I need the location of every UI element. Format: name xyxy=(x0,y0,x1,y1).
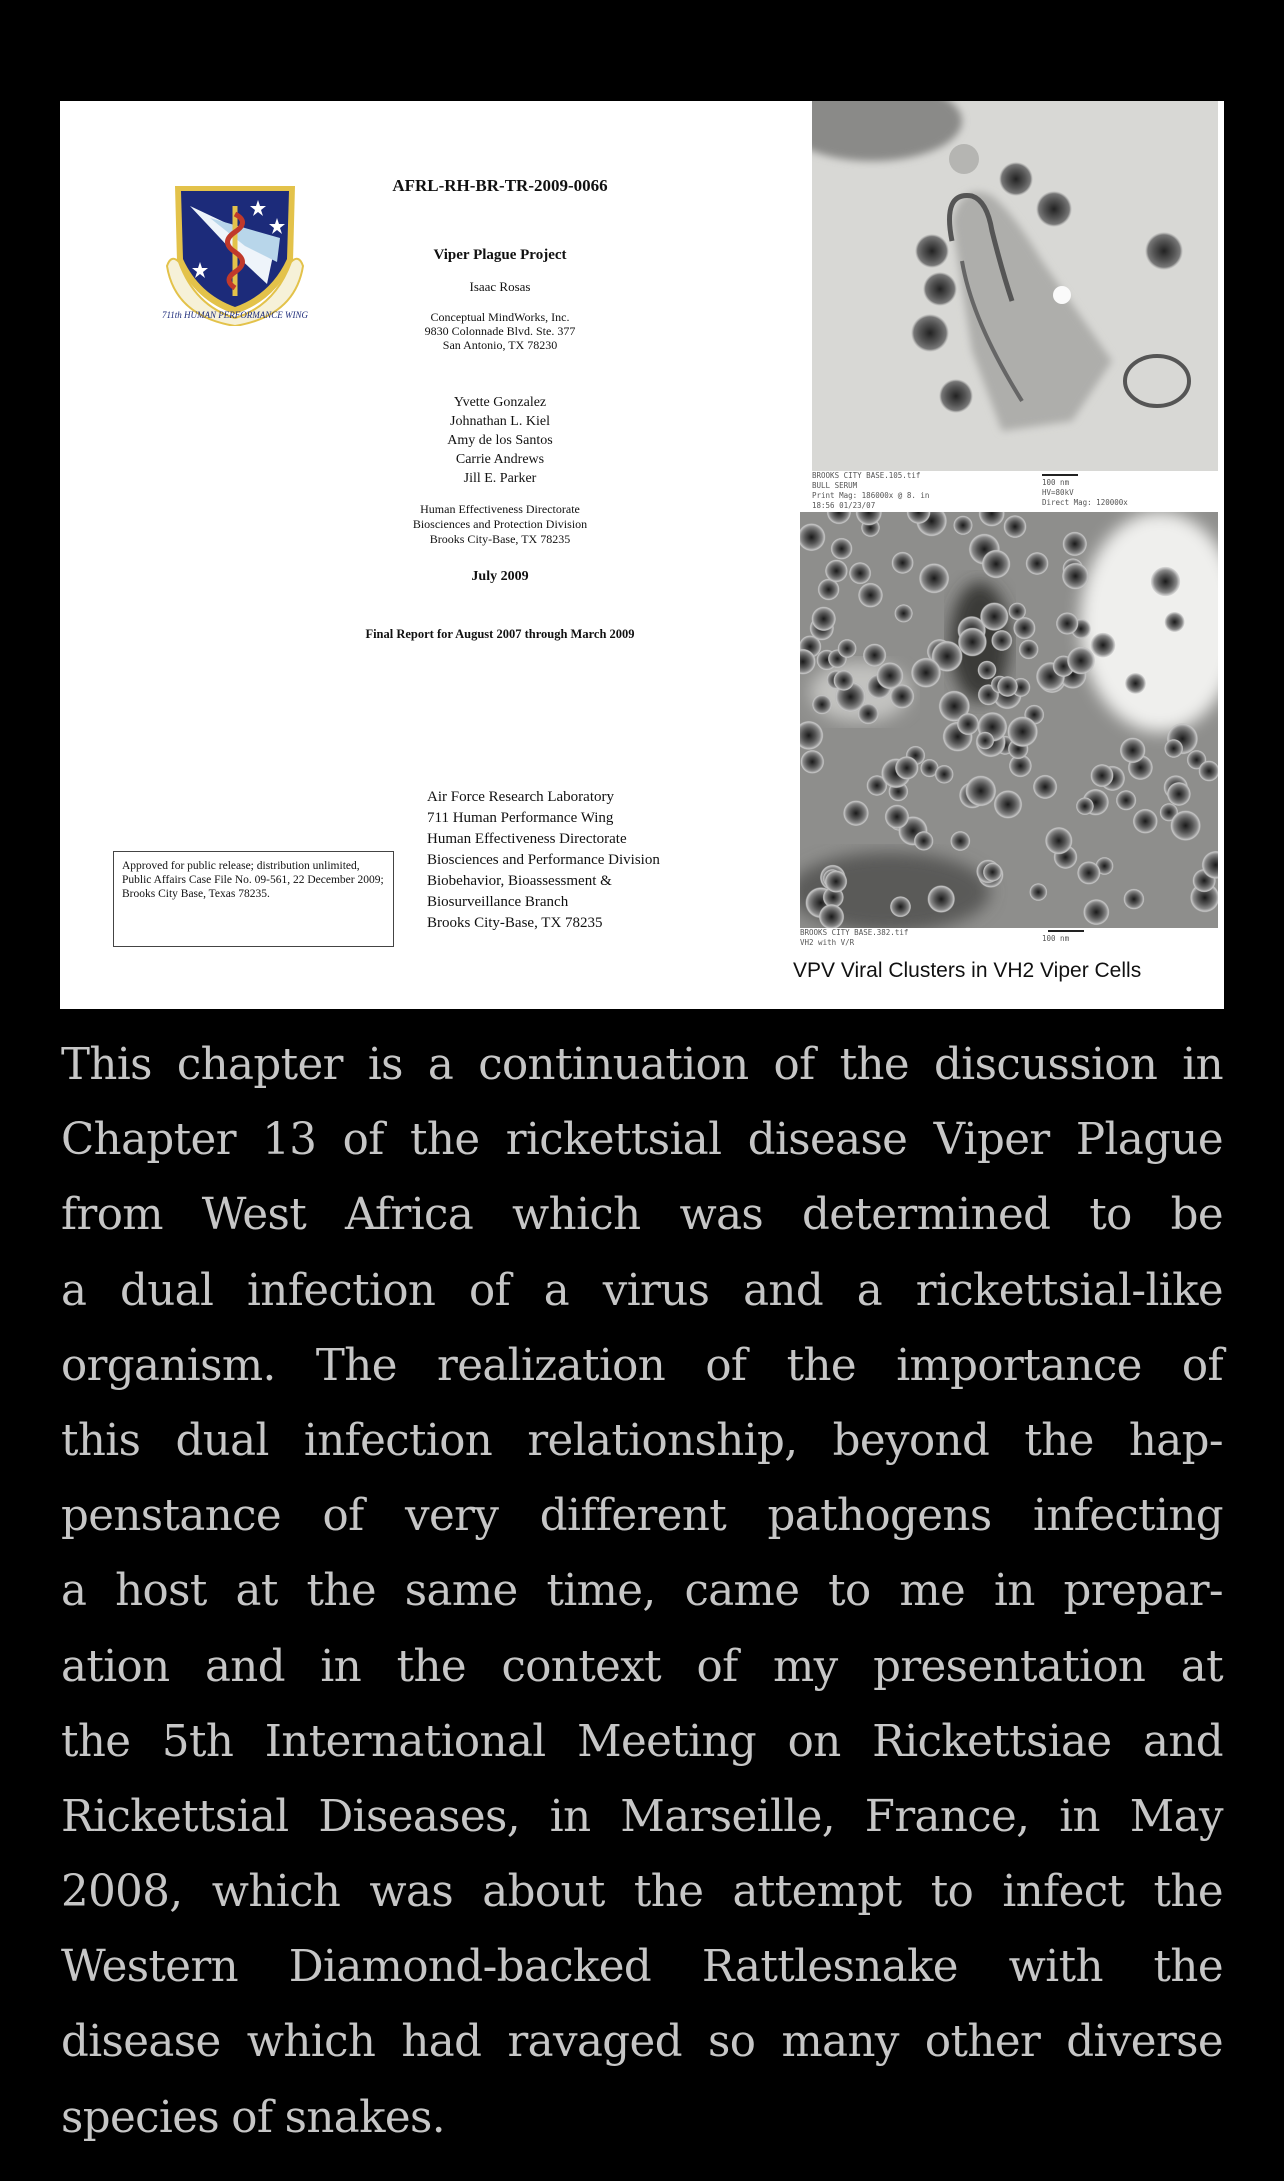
chapter-paragraph xyxy=(61,1028,1223,2156)
viral-particle xyxy=(911,657,942,688)
directorate-line: Biosciences and Protection Division xyxy=(412,517,588,531)
viral-particle xyxy=(976,732,994,750)
afrl-line: 711 Human Performance Wing xyxy=(427,810,614,826)
viral-particle xyxy=(1077,861,1101,885)
viral-particle xyxy=(1125,673,1146,694)
viral-particle xyxy=(980,602,1009,631)
micrograph-filename: BROOKS CITY BASE.382.tif xyxy=(800,928,909,937)
paragraph-line: a host at the same time, came to me in prepar- xyxy=(61,1566,1223,1617)
scale-label: 100 nm xyxy=(1042,934,1070,943)
viral-particle xyxy=(950,831,970,851)
directorate-line: Brooks City-Base, TX 78235 xyxy=(429,532,571,546)
viral-particle xyxy=(983,862,1002,881)
viral-particle xyxy=(935,765,954,784)
paragraph-line: Western Diamond-backed Rattlesnake with the xyxy=(61,1942,1223,1993)
viral-particle xyxy=(957,713,980,736)
paragraph-line: from West Africa which was determined to be xyxy=(61,1190,1223,1241)
afrl-line: Human Effectiveness Directorate xyxy=(427,831,627,847)
viral-particle xyxy=(890,896,911,917)
report-cover-figure xyxy=(60,101,1224,1009)
paragraph-line: species of snakes. xyxy=(61,2092,445,2143)
viral-particle xyxy=(1123,889,1144,910)
author: Johnathan L. Kiel xyxy=(450,414,550,429)
afrl-line: Biobehavior, Bioassessment & xyxy=(427,873,612,889)
author: Jill E. Parker xyxy=(463,471,537,486)
afrl-line: Air Force Research Laboratory xyxy=(427,789,615,805)
final-report-period: Final Report for August 2007 through March 2009 xyxy=(365,627,635,641)
viral-particle xyxy=(1090,764,1114,788)
scale-bar xyxy=(1048,930,1084,932)
micrograph-bottom-label-right xyxy=(1042,934,1102,944)
viral-particle xyxy=(876,662,904,690)
micrograph-bottom-label-left xyxy=(800,928,1000,948)
viral-particle xyxy=(1091,633,1116,658)
viral-particle xyxy=(1116,790,1137,811)
author: Yvette Gonzalez xyxy=(453,395,547,410)
afrl-line: Biosciences and Performance Division xyxy=(427,852,660,868)
viral-particle xyxy=(982,549,1011,578)
viral-particle xyxy=(858,583,883,608)
viral-particle xyxy=(825,870,848,893)
company-street: 9830 Colonnade Blvd. Ste. 377 xyxy=(424,324,576,338)
company-name: Conceptual MindWorks, Inc. xyxy=(430,310,570,324)
directorate-block xyxy=(310,502,690,547)
micrograph-top-image xyxy=(812,101,1218,471)
viral-particle xyxy=(895,756,919,780)
viral-particle xyxy=(837,639,856,658)
scale-label: 100 nm xyxy=(1042,478,1070,487)
viral-particle xyxy=(953,515,973,535)
release-notice-box: Approved for public release; distribution unlimited, Public Affairs Case File No. 09-561, 22 December 2009; Brooks City Base, Texas 78235. xyxy=(113,851,394,947)
viral-particle xyxy=(1056,612,1079,635)
viral-particle xyxy=(1083,899,1110,926)
paragraph-line: organism. The realization of the importance of xyxy=(61,1340,1223,1391)
viral-particle xyxy=(1164,739,1183,758)
viral-particle xyxy=(1165,612,1185,632)
micrograph-timestamp: 18:56 01/23/07 xyxy=(812,501,876,510)
paragraph-line: penstance of very different pathogens infecting xyxy=(61,1491,1223,1542)
viral-particle xyxy=(863,643,887,667)
paragraph-line: Chapter 13 of the rickettsial disease Viper Plague xyxy=(61,1115,1223,1166)
viral-particle xyxy=(1067,646,1095,674)
viral-particle xyxy=(927,885,955,913)
viral-particle xyxy=(894,604,913,623)
viral-particle xyxy=(1007,716,1038,747)
micrograph-bottom-image xyxy=(800,512,1218,928)
micrograph-filename: BROOKS CITY BASE.105.tif xyxy=(812,471,921,480)
viral-particle xyxy=(885,804,910,829)
viral-particle xyxy=(811,606,836,631)
viral-particle xyxy=(843,800,869,826)
viral-particle xyxy=(1120,737,1146,763)
viral-particle xyxy=(1029,883,1047,901)
viral-particle xyxy=(1045,827,1073,855)
company-city: San Antonio, TX 78230 xyxy=(442,338,558,352)
viral-particle xyxy=(1151,567,1181,597)
viral-particle xyxy=(1167,782,1191,806)
wing-crest-icon xyxy=(155,166,315,326)
viral-particle xyxy=(1170,810,1201,841)
viral-particle xyxy=(825,559,848,582)
crest-text: 711th HUMAN PERFORMANCE WING xyxy=(161,310,309,320)
viral-particle xyxy=(833,670,854,691)
lead-author: Isaac Rosas xyxy=(469,279,531,294)
viral-particle xyxy=(1025,552,1048,575)
micrograph-print-mag: Print Mag: 186000x @ 8. in xyxy=(812,491,930,500)
micrograph-sample: VH2 with V/R xyxy=(800,938,855,947)
afrl-address-block xyxy=(427,787,757,934)
paragraph-line: the 5th International Meeting on Rickettsiae and xyxy=(61,1716,1223,1767)
afrl-line: Brooks City-Base, TX 78235 xyxy=(427,915,603,931)
viral-particle xyxy=(849,562,872,585)
viral-particle xyxy=(997,676,1018,697)
micrograph-top-label-right xyxy=(1042,478,1222,508)
scale-bar xyxy=(1042,474,1078,476)
viral-particle xyxy=(1062,562,1089,589)
viral-particle xyxy=(965,775,996,806)
paragraph-line: a dual infection of a virus and a rickettsial-like xyxy=(61,1265,1223,1316)
micrograph-voltage: HV=80kV xyxy=(1042,488,1074,497)
viral-particle xyxy=(1019,639,1039,659)
author: Amy de los Santos xyxy=(447,433,553,448)
viral-particle xyxy=(994,790,1023,819)
micrograph-sample: BULL SERUM xyxy=(812,481,858,490)
viral-particle xyxy=(919,563,950,594)
directorate-line: Human Effectiveness Directorate xyxy=(420,502,580,516)
paragraph-line: disease which had ravaged so many other diverse xyxy=(61,2017,1223,2068)
figure-caption: VPV Viral Clusters in VH2 Viper Cells xyxy=(793,959,1142,982)
viral-particle xyxy=(1003,515,1026,538)
viral-particle xyxy=(1033,775,1058,800)
viral-particle xyxy=(1062,531,1087,556)
author: Carrie Andrews xyxy=(455,452,545,467)
paragraph-line: 2008, which was about the attempt to infect the xyxy=(61,1867,1223,1918)
viral-particle xyxy=(958,627,987,656)
viral-particle xyxy=(1076,797,1094,815)
report-id: AFRL-RH-BR-TR-2009-0066 xyxy=(392,176,608,195)
paragraph-line: this dual infection relationship, beyond the hap- xyxy=(61,1415,1223,1466)
paragraph-line: ation and in the context of my presentation at xyxy=(61,1641,1223,1692)
micrograph-top-label-left xyxy=(812,471,1012,511)
paragraph-line: Rickettsial Diseases, in Marseille, France, in May xyxy=(61,1791,1223,1842)
viral-particle xyxy=(857,703,879,725)
viral-particle xyxy=(1008,602,1026,620)
viral-particle xyxy=(977,661,996,680)
viral-particle xyxy=(812,694,832,714)
report-date: July 2009 xyxy=(471,569,529,584)
viral-particle xyxy=(831,538,853,560)
project-title: Viper Plague Project xyxy=(433,247,567,263)
micrograph-direct-mag: Direct Mag: 120000x xyxy=(1042,498,1128,507)
viral-particle xyxy=(891,552,914,575)
company-block xyxy=(310,310,690,352)
viral-particle xyxy=(914,831,934,851)
viral-particle xyxy=(800,750,824,774)
author-list xyxy=(310,393,690,488)
paragraph-line: This chapter is a continuation of the discussion in xyxy=(61,1040,1223,1090)
viral-particle xyxy=(991,630,1012,651)
afrl-line: Biosurveillance Branch xyxy=(427,894,569,910)
viral-particle xyxy=(1133,809,1158,834)
